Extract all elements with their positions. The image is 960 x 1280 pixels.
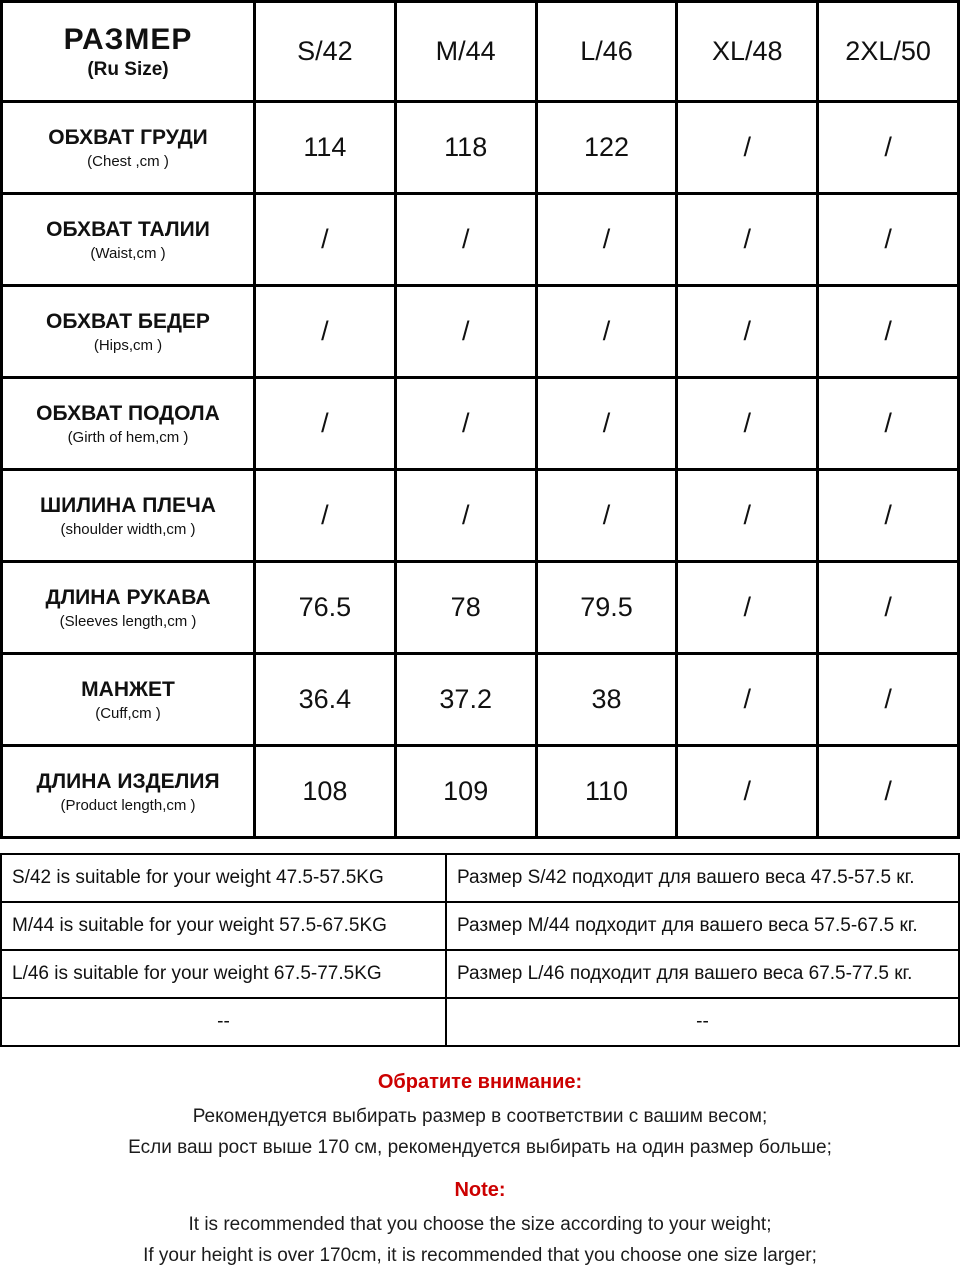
weight-text-ru: -- [446,998,959,1046]
row-label-en: (Sleeves length,cm ) [59,612,197,630]
row-label-ru: ОБХВАТ ГРУДИ [48,125,208,149]
value-cell: / [818,746,959,838]
value-cell: / [677,286,818,378]
value-cell: 36.4 [255,654,396,746]
row-label-cell [2,562,255,654]
size-chart-header-row [2,2,959,102]
weight-row [1,950,959,998]
row-label-ru: ШИЛИНА ПЛЕЧА [40,493,216,517]
row-label-ru: ДЛИНА РУКАВА [45,585,211,609]
value-cell: / [536,286,677,378]
value-cell: / [818,194,959,286]
row-label-ru: ОБХВАТ БЕДЕР [46,309,210,333]
value-cell: 109 [395,746,536,838]
measurement-row [2,746,959,838]
value-cell: 79.5 [536,562,677,654]
note-line-ru: Если ваш рост выше 170 см, рекомендуется выбирать на один размер больше; [128,1137,832,1158]
row-label-ru: МАНЖЕТ [81,677,175,701]
row-label-ru: ОБХВАТ ТАЛИИ [46,217,210,241]
row-label-cell [2,286,255,378]
weight-text-en: -- [1,998,446,1046]
size-header-label-ru: РАЗМЕР [63,22,193,56]
size-column-header: L/46 [536,2,677,102]
value-cell: / [818,562,959,654]
row-label-cell [2,102,255,194]
measurement-row [2,654,959,746]
value-cell: / [818,378,959,470]
measurement-row [2,378,959,470]
row-label-cell [2,470,255,562]
size-header-label-cell [2,2,255,102]
value-cell: / [677,470,818,562]
measurement-row [2,286,959,378]
weight-row [1,902,959,950]
row-label-en: (Chest ,cm ) [87,152,169,170]
value-cell: / [395,470,536,562]
row-label-ru: ОБХВАТ ПОДОЛА [36,401,220,425]
value-cell: / [677,746,818,838]
size-column-header: XL/48 [677,2,818,102]
row-label-cell [2,746,255,838]
value-cell: / [677,378,818,470]
size-column-header: 2XL/50 [818,2,959,102]
size-column-header: M/44 [395,2,536,102]
weight-text-en: M/44 is suitable for your weight 57.5-67.5KG [1,902,446,950]
value-cell: 38 [536,654,677,746]
measurement-row [2,562,959,654]
value-cell: 76.5 [255,562,396,654]
size-column-header: S/42 [255,2,396,102]
value-cell: 110 [536,746,677,838]
row-label-en: (Waist,cm ) [90,244,166,262]
row-label-en: (shoulder width,cm ) [60,520,196,538]
value-cell: / [677,102,818,194]
value-cell: / [677,194,818,286]
note-line-en: If your height is over 170cm, it is recommended that you choose one size larger; [143,1245,817,1266]
weight-text-ru: Размер S/42 подходит для вашего веса 47.5-57.5 кг. [446,854,959,902]
value-cell: / [255,194,396,286]
row-label-en: (Product length,cm ) [60,796,196,814]
value-cell: / [818,286,959,378]
value-cell: 114 [255,102,396,194]
row-label-ru: ДЛИНА ИЗДЕЛИЯ [36,769,220,793]
row-label-cell [2,378,255,470]
value-cell: / [677,654,818,746]
value-cell: / [818,654,959,746]
weight-text-ru: Размер M/44 подходит для вашего веса 57.5-67.5 кг. [446,902,959,950]
value-cell: / [255,286,396,378]
value-cell: / [536,470,677,562]
value-cell: 118 [395,102,536,194]
value-cell: 37.2 [395,654,536,746]
value-cell: / [395,194,536,286]
row-label-cell [2,194,255,286]
value-cell: / [395,378,536,470]
measurement-row [2,470,959,562]
value-cell: / [255,470,396,562]
row-label-en: (Hips,cm ) [93,336,163,354]
weight-row [1,998,959,1046]
size-header-label-en: (Ru Size) [87,58,169,80]
note-title-ru: Обратите внимание: [377,1071,583,1093]
value-cell: 122 [536,102,677,194]
row-label-en: (Girth of hem,cm ) [67,428,189,446]
weight-row [1,854,959,902]
note-title-en: Note: [454,1179,506,1201]
measurement-row [2,194,959,286]
weight-text-en: S/42 is suitable for your weight 47.5-57.5KG [1,854,446,902]
notes-section [0,1071,960,1267]
value-cell: / [255,378,396,470]
value-cell: / [395,286,536,378]
value-cell: / [536,194,677,286]
value-cell: / [677,562,818,654]
measurement-row [2,102,959,194]
row-label-cell [2,654,255,746]
row-label-en: (Cuff,cm ) [95,704,161,722]
weight-suitability-table [0,853,960,1047]
note-line-en: It is recommended that you choose the size according to your weight; [188,1214,772,1235]
value-cell: / [818,470,959,562]
value-cell: 78 [395,562,536,654]
weight-text-en: L/46 is suitable for your weight 67.5-77.5KG [1,950,446,998]
value-cell: / [536,378,677,470]
weight-text-ru: Размер L/46 подходит для вашего веса 67.5-77.5 кг. [446,950,959,998]
note-line-ru: Рекомендуется выбирать размер в соответствии с вашим весом; [192,1106,768,1127]
value-cell: / [818,102,959,194]
value-cell: 108 [255,746,396,838]
